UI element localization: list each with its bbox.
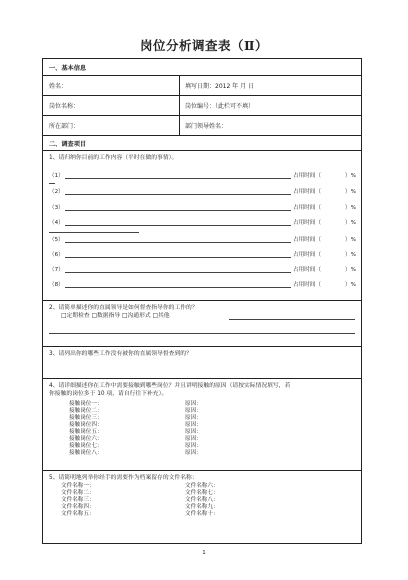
percent-label: ）% [345,267,356,273]
file-name-field[interactable]: 文件名称三： [61,497,95,503]
contact-post[interactable]: 接触岗位三： [69,415,103,421]
position-row [43,96,361,116]
files-right-list [185,483,219,518]
name-date-row [43,76,361,96]
work-item-line[interactable] [65,287,291,288]
question2-text: 2、请简单描述你的直属领导是如何督查指导你的工作的？ [49,305,198,311]
position-number-field[interactable]: 岗位编号：（此栏可不填） [185,103,255,110]
work-item[interactable] [49,187,357,196]
file-name-field[interactable]: 文件名称一： [61,483,95,489]
work-item-index: （3） [49,205,64,211]
work-item-index: （8） [49,282,64,288]
work-item-index: （6） [49,252,64,258]
contact-reasons-list [185,401,202,457]
work-item-line[interactable] [65,178,291,179]
contact-post[interactable]: 接触岗位二： [69,408,103,414]
department-field[interactable]: 所在部门： [49,123,80,130]
file-name-field[interactable]: 文件名称十： [185,511,219,517]
contact-post[interactable]: 接触岗位四： [69,422,103,428]
section2-header-row [43,136,361,151]
work-item-line[interactable] [65,210,291,211]
other-answer-line[interactable] [229,319,355,320]
extra-line [49,232,139,233]
work-item-line[interactable] [65,272,291,273]
department-row [43,116,361,136]
work-item[interactable] [49,203,357,212]
question4-text-line2: 你接触的岗位多于 10 项，请自行往下补充）。 [49,391,168,397]
time-label: 占用时间（ [293,282,321,288]
contact-post[interactable]: 接触岗位七： [69,443,103,449]
time-label: 占用时间（ [293,220,321,226]
survey-form [42,58,362,544]
percent-label: ）% [345,220,356,226]
file-name-field[interactable]: 文件名称六： [185,483,219,489]
work-item[interactable] [49,171,357,180]
percent-label: ）% [345,282,356,288]
work-item[interactable] [49,280,357,289]
question5-text: 5、请简明地列举你经手的需要作为档案留存的文件名称： [49,475,198,481]
time-label: 占用时间（ [293,252,321,258]
name-field[interactable]: 姓名： [49,83,68,90]
work-item[interactable] [49,235,357,244]
section1-heading: 一、基本信息 [49,64,87,72]
contact-reason[interactable]: 原因： [185,450,202,456]
contact-reason[interactable]: 原因： [185,401,202,407]
files-left-list [61,483,95,518]
question3-block [43,347,361,379]
contact-reason[interactable]: 原因： [185,429,202,435]
contact-post[interactable]: 接触岗位五： [69,429,103,435]
answer-line[interactable] [49,333,355,334]
file-name-field[interactable]: 文件名称四： [61,504,95,510]
file-name-field[interactable]: 文件名称七： [185,490,219,496]
contact-reason[interactable]: 原因： [185,436,202,442]
file-name-field[interactable]: 文件名称二： [61,490,95,496]
section2-heading: 二、调查项目 [49,140,87,148]
page-number: 1 [202,550,206,556]
question4-text-line1: 4、请详细描述你在工作中需要接触到哪些岗位？并且讲明接触的原因（请按实际情况填写，若 [49,383,291,389]
percent-label: ）% [345,205,356,211]
work-item-line[interactable] [65,194,291,195]
contact-posts-list [69,401,103,457]
question2-options[interactable]: □定期检查 □数据指导 □沟通形式 □其他 [61,313,170,319]
time-label: 占用时间（ [293,267,321,273]
question1-text: 1、请归纳你目前的工作内容（平时在做的事情）。 [49,155,178,161]
percent-label: ）% [345,173,356,179]
question4-block [43,379,361,471]
contact-post[interactable]: 接触岗位一： [69,401,103,407]
contact-post[interactable]: 接触岗位八： [69,450,103,456]
contact-reason[interactable]: 原因： [185,422,202,428]
contact-reason[interactable]: 原因： [185,408,202,414]
file-name-field[interactable]: 文件名称八： [185,497,219,503]
contact-reason[interactable]: 原因： [185,415,202,421]
work-item-line[interactable] [65,225,291,226]
question5-block [43,471,361,545]
file-name-field[interactable]: 文件名称九： [185,504,219,510]
contact-reason[interactable]: 原因： [185,443,202,449]
extra-line [49,183,55,184]
work-item-index: （2） [49,189,64,195]
work-item-index: （5） [49,237,64,243]
leader-name-field[interactable]: 部门领导姓名： [185,123,228,130]
question2-block [43,301,361,347]
work-item[interactable] [49,218,357,227]
section1-header-row [43,59,361,76]
work-item-line[interactable] [65,257,291,258]
time-label: 占用时间（ [293,189,321,195]
work-item[interactable] [49,250,357,259]
work-item[interactable] [49,265,357,274]
date-field[interactable]: 填写日期：2012 年 月 日 [185,83,254,90]
form-title: 岗位分析调查表（Ⅱ） [139,38,269,53]
work-item-index: （1） [49,173,64,179]
percent-label: ）% [345,189,356,195]
file-name-field[interactable]: 文件名称五： [61,511,95,517]
question3-text: 3、请列出你的哪些工作没有被你的直属领导督查到的？ [49,351,192,357]
time-label: 占用时间（ [293,237,321,243]
work-item-index: （7） [49,267,64,273]
percent-label: ）% [345,252,356,258]
percent-label: ）% [345,237,356,243]
time-label: 占用时间（ [293,173,321,179]
work-item-index: （4） [49,220,64,226]
position-name-field[interactable]: 岗位名称： [49,103,80,110]
question1-block [43,151,361,301]
contact-post[interactable]: 接触岗位六： [69,436,103,442]
time-label: 占用时间（ [293,205,321,211]
work-item-line[interactable] [65,242,291,243]
